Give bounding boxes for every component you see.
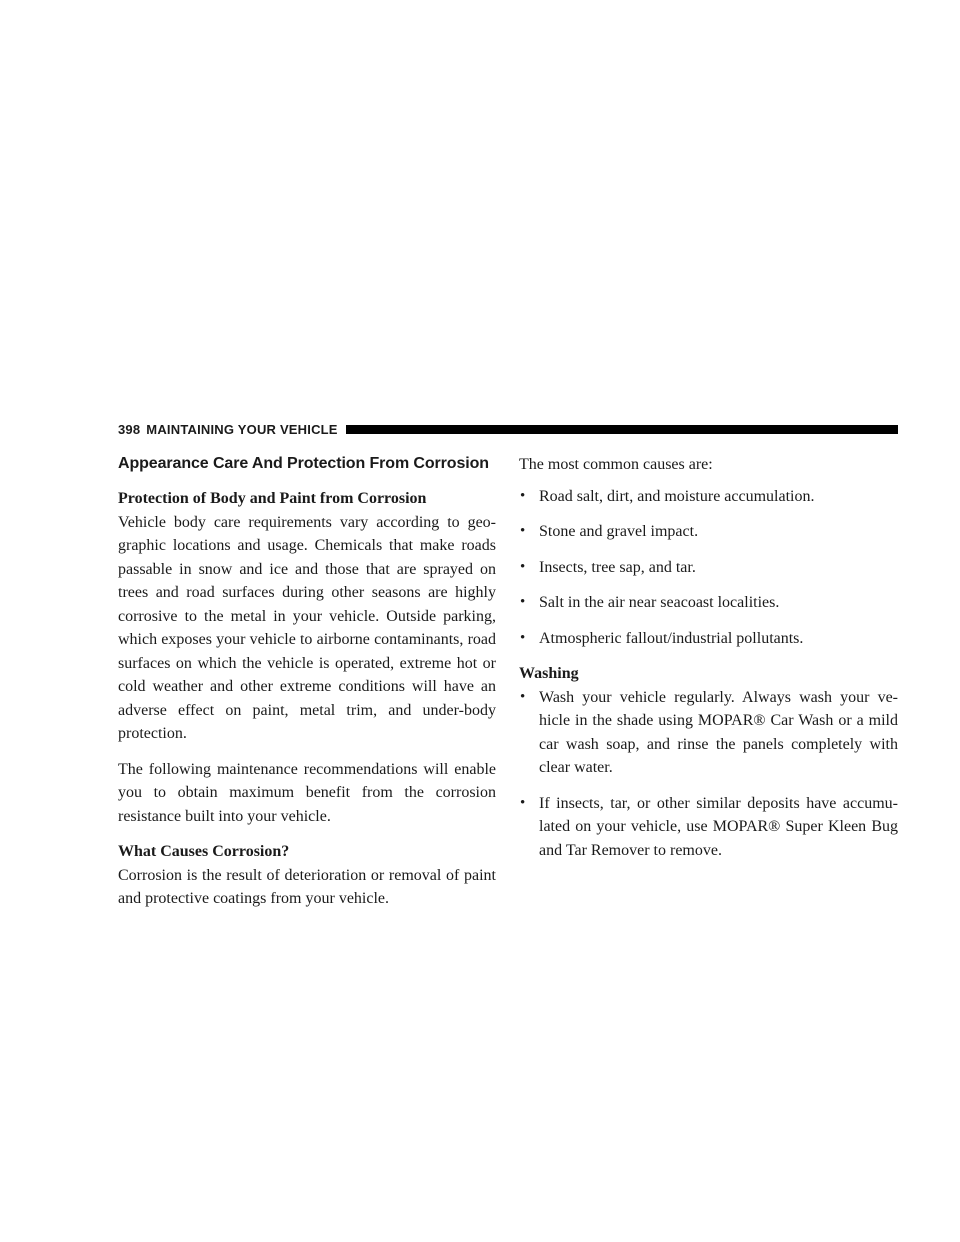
subheading-causes: What Causes Corrosion?	[118, 843, 290, 860]
paragraph-recommendations: The following maintenance recommendations will enable you to obtain maximum benefit from the corrosion resistance built into your vehicle.	[118, 760, 496, 825]
list-item-text: Insects, tree sap, and tar.	[539, 558, 696, 576]
paragraph-body-care: Vehicle body care requirements vary according to geo-graphic locations and usage. Chemicals that make roads passable in snow and ice and those that are sprayed on trees and road surfaces during other seasons are highly corrosive to the metal in your vehicle. Outside parking, which exposes your vehicle to airborne contaminants, road surfaces on which the vehicle is operated, extreme hot or cold weather and other extreme conditions will have an adverse effect on paint, metal trim, and under-body protection.	[118, 513, 496, 742]
subheading-protection: Protection of Body and Paint from Corrosion	[118, 490, 427, 507]
list-item	[519, 627, 898, 651]
list-item	[519, 686, 898, 780]
list-item-text: Atmospheric fallout/industrial pollutants.	[539, 629, 804, 647]
bullet-icon: •	[520, 523, 526, 539]
bullet-icon: •	[520, 594, 526, 610]
bullet-icon: •	[520, 558, 526, 575]
main-heading: Appearance Care And Protection From Corrosion	[118, 455, 489, 472]
page-header	[118, 420, 898, 438]
list-item	[519, 556, 898, 580]
bullet-icon: •	[520, 688, 526, 705]
washing-list	[519, 686, 898, 863]
subheading-washing: Washing	[519, 665, 579, 682]
bullet-icon: •	[520, 629, 526, 646]
causes-intro: The most common causes are:	[519, 456, 713, 473]
paragraph-corrosion-definition: Corrosion is the result of deterioration or removal of paint and protective coatings from your vehicle.	[118, 866, 496, 907]
list-item	[519, 591, 898, 615]
list-item	[519, 520, 898, 544]
list-item-text: Salt in the air near seacoast localities.	[539, 594, 780, 611]
bullet-icon: •	[520, 487, 526, 504]
right-column	[519, 450, 898, 874]
header-rule	[346, 425, 898, 434]
bullet-icon: •	[520, 794, 526, 811]
list-item-text: If insects, tar, or other similar deposits have accumu-lated on your vehicle, use MOPAR® Super Kleen Bug and Tar Remover to remove.	[539, 794, 898, 859]
list-item	[519, 792, 898, 863]
list-item-text: Stone and gravel impact.	[539, 523, 699, 540]
page-number: 398	[118, 421, 141, 437]
list-item-text: Road salt, dirt, and moisture accumulation.	[539, 487, 815, 505]
causes-list	[519, 485, 898, 651]
list-item	[519, 485, 898, 509]
section-title: MAINTAINING YOUR VEHICLE	[146, 421, 338, 437]
left-column	[118, 450, 496, 923]
list-item-text: Wash your vehicle regularly. Always wash your ve-hicle in the shade using MOPAR® Car Wash or a mild car wash soap, and rinse the panels completely with clear water.	[539, 688, 898, 776]
